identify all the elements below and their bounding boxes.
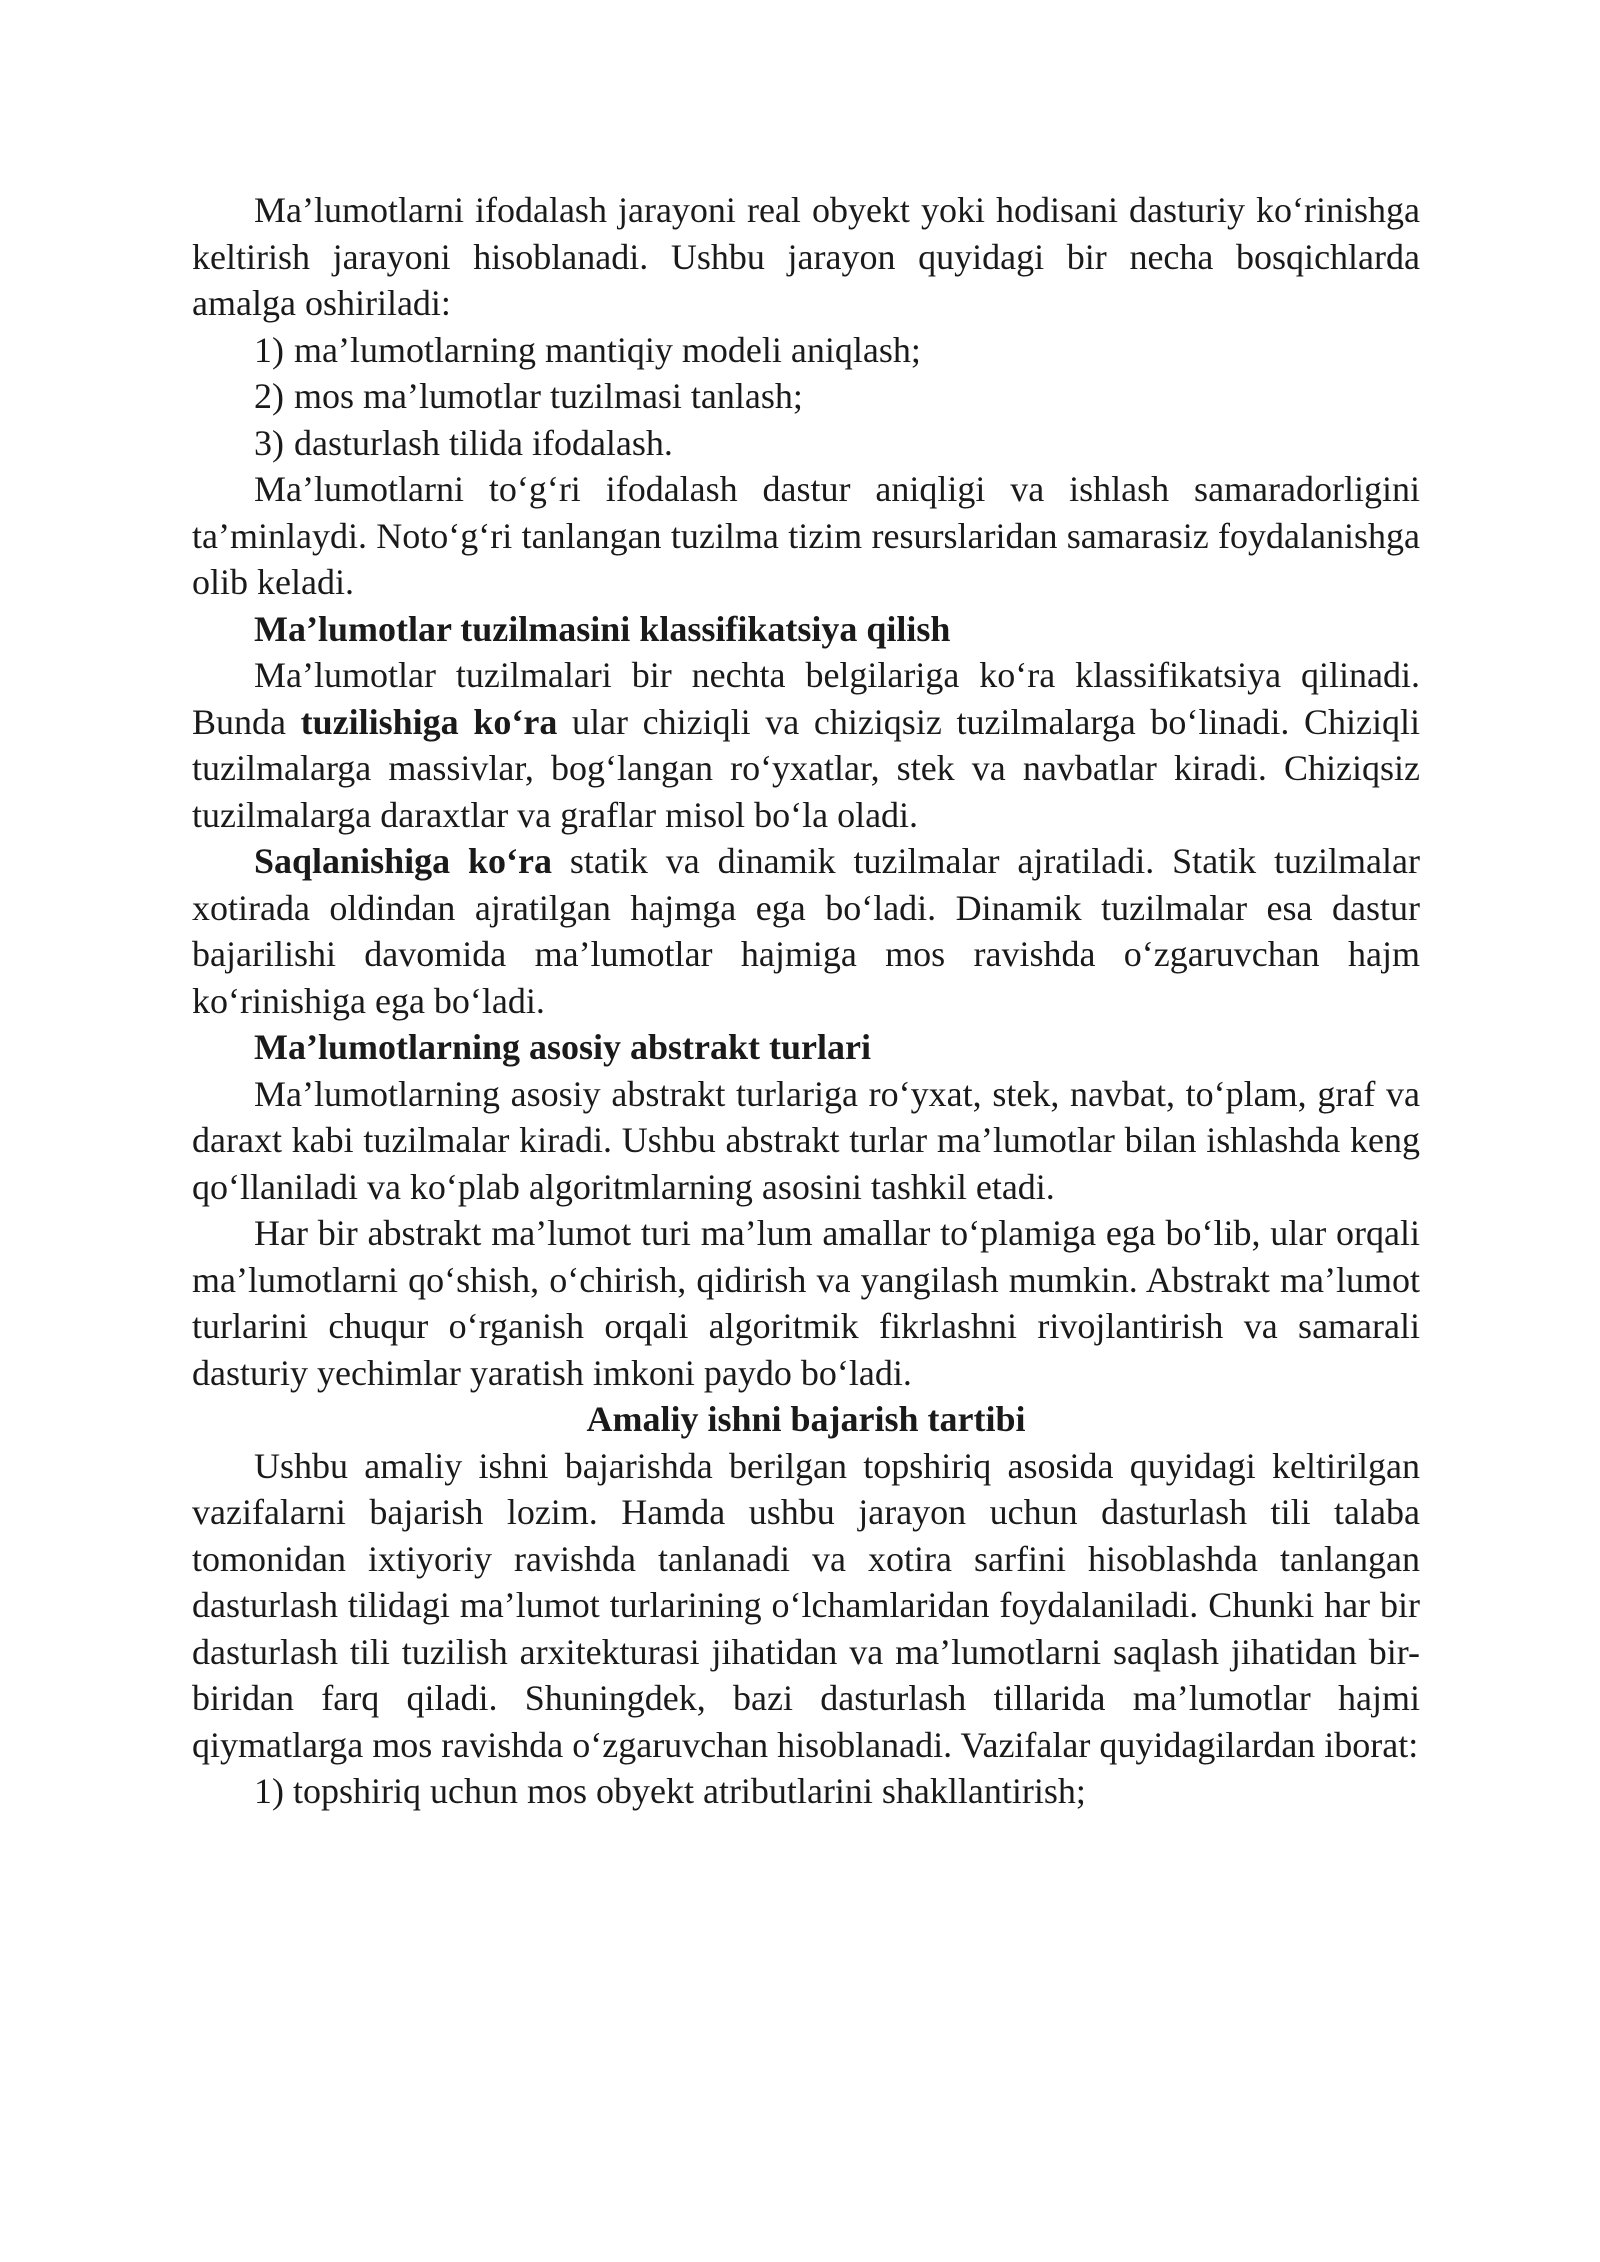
step-text: dasturlash tilida ifodalash. bbox=[294, 422, 673, 463]
classification-text-b: ular chiziqli va chiziqsiz tuzilmalarga bo‘linadi. Chiziqli tuzilmalarga massivlar, bog‘langan ro‘yxatlar, stek va navbatlar kiradi. Chiziqsiz tuzilmalarga daraxtlar va graflar misol bo‘la oladi. bbox=[192, 701, 1420, 835]
step-number: 3) bbox=[254, 422, 284, 463]
classification-paragraph-1 bbox=[192, 652, 1420, 838]
step-number: 2) bbox=[254, 376, 284, 416]
step-item-2 bbox=[192, 373, 1420, 420]
procedure-paragraph: Ushbu amaliy ishni bajarishda berilgan topshiriq asosida quyidagi keltirilgan vazifalarni bajarish lozim. Hamda ushbu jarayon uchun dasturlash tili talaba tomonidan ixtiyoriy ravishda tanlanadi va xotira sarfini hisoblashda tanlangan dasturlash tilidagi ma’lumot turlarining o‘lchamlaridan foydalaniladi. Chunki har bir dasturlash tili tuzilish arxitekturasi jihatidan va ma’lumotlarni saqlash jihatidan bir-biridan farq qiladi. Shuningdek, bazi dasturlash tillarida ma’lumotlar hajmi qiymatlarga mos ravishda o‘zgaruvchan hisoblanadi. Vazifalar quyidagilardan iborat: bbox=[192, 1445, 1420, 1765]
intro-paragraph: Ma’lumotlarni ifodalash jarayoni real obyekt yoki hodisani dasturiy ko‘rinishga keltirish jarayoni hisoblanadi. Ushbu jarayon quyidagi bir necha bosqichlarda amalga oshiriladi: bbox=[192, 190, 1420, 323]
step-text: mos ma’lumotlar tuzilmasi tanlash; bbox=[294, 376, 803, 416]
classification-text-a: Ma’lumotlar tuzilmalari bir nechta belgilariga ko‘ra klassifikatsiya qilinadi. Bunda bbox=[192, 655, 1420, 742]
correctness-paragraph: Ma’lumotlarni to‘g‘ri ifodalash dastur aniqligi va ishlash samaradorligini ta’minlaydi. Noto‘g‘ri tanlangan tuzilma tizim resurslaridan samarasiz foydalanishga olib keladi. bbox=[192, 469, 1420, 602]
classification-paragraph-2 bbox=[192, 838, 1420, 1024]
storage-bold-term: Saqlanishiga ko‘ra bbox=[254, 841, 552, 881]
abstract-paragraph-1: Ma’lumotlarning asosiy abstrakt turlariga ro‘yxat, stek, navbat, to‘plam, graf va daraxt kabi tuzilmalar kiradi. Ushbu abstrakt turlar ma’lumotlar bilan ishlashda keng qo‘llaniladi va ko‘plab algoritmlarning asosini tashkil etadi. bbox=[192, 1073, 1420, 1207]
storage-text: statik va dinamik tuzilmalar ajratiladi. Statik tuzilmalar xotirada oldindan ajratilgan hajmga ega bo‘ladi. Dinamik tuzilmalar esa dastur bajarilishi davomida ma’lumotlar hajmiga mos ravishda o‘zgaruvchan hajm ko‘rinishiga ega bo‘ladi. bbox=[192, 841, 1420, 1021]
classification-bold-term: tuzilishiga ko‘ra bbox=[300, 701, 558, 742]
step-text: ma’lumotlarning mantiqiy modeli aniqlash; bbox=[294, 329, 921, 370]
step-item-3 bbox=[192, 420, 1420, 467]
heading-abstract-types: Ma’lumotlarning asosiy abstrakt turlari bbox=[254, 1027, 871, 1067]
step-number: 1) bbox=[254, 329, 284, 370]
task-item-1: 1) topshiriq uchun mos obyekt atributlarini shakllantirish; bbox=[254, 1771, 1086, 1811]
heading-procedure: Amaliy ishni bajarish tartibi bbox=[586, 1399, 1026, 1439]
abstract-paragraph-2: Har bir abstrakt ma’lumot turi ma’lum amallar to‘plamiga ega bo‘lib, ular orqali ma’lumotlarni qo‘shish, o‘chirish, qidirish va yangilash mumkin. Abstrakt ma’lumot turlarini chuqur o‘rganish orqali algoritmik fikrlashni rivojlantirish va samarali dasturiy yechimlar yaratish imkoni paydo bo‘ladi. bbox=[192, 1213, 1420, 1393]
heading-classification: Ma’lumotlar tuzilmasini klassifikatsiya qilish bbox=[254, 608, 951, 649]
step-item-1 bbox=[192, 327, 1420, 374]
